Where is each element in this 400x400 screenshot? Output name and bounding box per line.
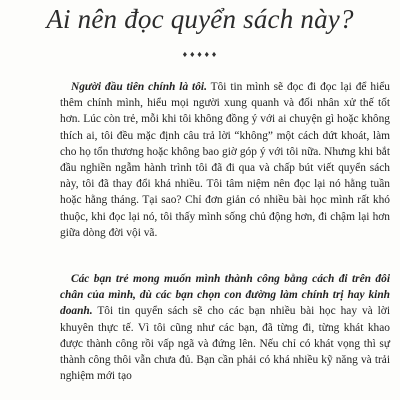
- paragraph-1-body: Tôi tin mình sẽ đọc đi đọc lại để hiểu thêm chính mình, hiểu mọi người xung quanh và đối nhân xử thế tốt hơn. Lúc còn trẻ, mỗi khi tôi không đồng ý với ai chuyện gì hoặc không thích ai, tôi đều mặc định câu trả lời “không” một cách dứt khoát, làm cho họ tổn thương hoặc không bao giờ góp ý với tôi nữa. Nhưng khi bắt đầu nghiền ngẫm hành trình tôi đã đi qua và chấp bút viết quyển sách này, tôi đã thay đổi khá nhiều. Tôi tâm niệm nên đọc lại nó hằng tuần hoặc hằng tháng. Tại sao? Chỉ đơn giản có nhiều bài học mình rất khó thuộc, khi đọc lại nó, tôi thấy mình sống chủ động hơn, đi chậm lại hơn giữa dòng đời vội vã.: [60, 81, 390, 239]
- paragraph-1-lead: Người đầu tiên chính là tôi.: [71, 81, 207, 93]
- paragraph-2: [60, 271, 390, 384]
- paragraph-2-body: Tôi tin quyển sách sẽ cho các bạn nhiều bài học hay và lời khuyên thực tế. Vì tôi cũng như các bạn, đã từng đi, từng khát khao được thành công rồi vấp ngã và đứng lên. Nếu chỉ có khát vọng thì sự thành công thôi vẫn chưa đủ. Bạn cần phải có khá nhiều kỹ năng và trải nghiệm mới tạo: [60, 305, 390, 383]
- paragraph-2-lead: Các bạn trẻ mong muốn mình thành công bằng cách đi trên đôi chân của mình, dù các bạn chọn con đường làm chính trị hay kinh doanh.: [60, 273, 390, 318]
- paragraph-1: [60, 79, 390, 241]
- page-title: Ai nên đọc quyển sách này?: [46, 4, 354, 34]
- ornament-divider: ♦♦♦♦♦: [181, 51, 219, 59]
